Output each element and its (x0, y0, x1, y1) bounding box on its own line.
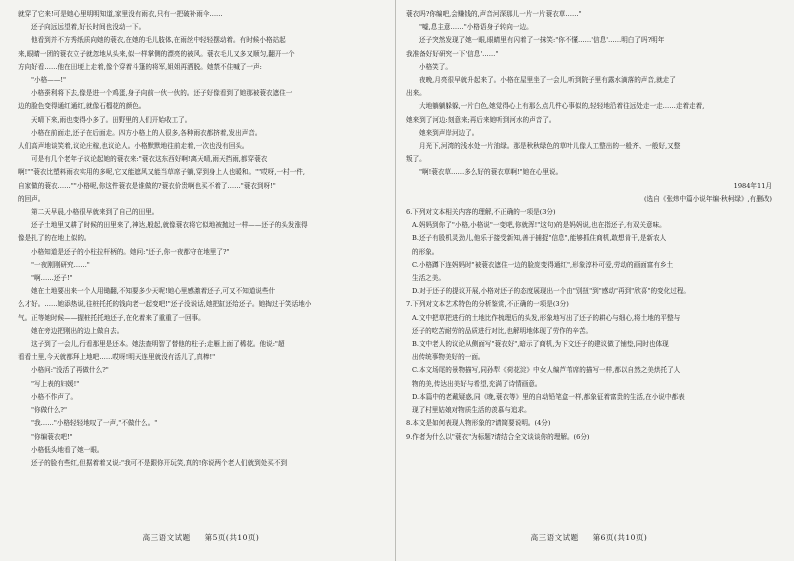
text-line: 就穿了它来!可是她心里明明知道,家里没有雨衣,只有一把破补雨伞…… (18, 10, 223, 18)
text-line: 出来。 (406, 89, 426, 98)
text-line: 还子的脸有些红,但据着着又说:"我可不是跟你开玩笑,真的!你说两个老人们就到处买不到 (31, 458, 288, 467)
text-line: "一夜刚刚研究……" (31, 260, 90, 269)
text-line: 气。正等她时候——握桩托托地还子,在化着来了重重了一回事。 (18, 313, 205, 322)
text-line: 大地躺躺躲躲,一片白色,她觉得心上有那么点几件心事似的,轻轻地沿着往远处走一走……走着走着, (419, 102, 705, 111)
text-line: 人们高声地谈笑着,议论庄稼,也议论人。小格默默地往前走着,一次也没有回头。 (18, 142, 249, 151)
text-line: 看看土里,今天就都拜上地吧……哎呀!明天连里就没有活儿了,真棒!" (18, 353, 216, 362)
text-line: 自家做的蓑衣……""小格呢,你这件蓑衣是谁做的?蓑衣价贵啊也买不着了……"蓑衣到呀!" (18, 181, 276, 190)
text-line: 月光下,河湾的浅水处一片油绿。那是秋秋绿色的草叶儿像人工整出的一般齐、一般好,又整 (419, 142, 681, 151)
text-line: (选自《张炜中篇小说年编·秋柯绿》,有删改) (643, 194, 772, 203)
text-line: 第二天早晨,小格很早就来到了自己的田里。 (31, 208, 159, 217)
text-line: "啊!蓑衣草……多么好的蓑衣草啊!"她在心里说。 (419, 168, 563, 177)
text-line: 她在旁边把刚出的边上做自去。 (31, 326, 124, 335)
answer-option-line: A.妈妈到你了"小格,小格说"一变吧,你就浑!"这句)的是妈妈说,也在指还子,有双关意味。 (412, 221, 666, 230)
text-line: 1984年11月 (733, 181, 772, 190)
answer-option-line: B.文中老人的议论从侧面写"蓑衣好",暗示了商机,为下文还子的建议做了铺垫,同时也体现 (412, 340, 669, 349)
answer-option-line: B.还子有股机灵劲儿,他乐于接受新知,善于捕捉"信息",能够抓住商机,敢想肯干,是新农人 (412, 234, 667, 243)
text-line: 来,眼睛一团的蓑衣立子就忽地从头来,似一样掌侧的漂亮的被风。蓑衣毛儿又多又顺匀,翻开一个 (18, 49, 295, 58)
question-line: 9.作者为什么以"蓑衣"为标题?请结合全文谈谈你的理解。(6分) (406, 432, 590, 441)
text-line: 叛了。 (406, 155, 426, 164)
answer-option-line: 现了村里姑娘对物质生活的羡慕与追求。 (412, 406, 531, 415)
text-line: 天晴下来,雨也变得小多了。田野里的人们开始收工了。 (31, 115, 192, 124)
text-line: "啊……还子!" (31, 274, 73, 283)
text-line: 小格低头地看了她一眼。 (31, 445, 104, 454)
text-line: 还子突然发现了她一眼,眼睛里有闪着了一抹笑:"你不懂……'信息'……明白了吗?明年 (419, 36, 665, 45)
text-line: 还子向远远望着,好长时间也没动一下。 (31, 23, 146, 32)
text-line: 啊!""蓑衣比塑料雨衣实用的多呢,它又能遮风又能当草席子躺,穿到身上人也暖和。""哎呀,一村一件, (18, 168, 305, 177)
answer-option-line: 物的美,传达出美好与希望,充满了诗情画意。 (412, 379, 542, 388)
text-line: "嘘,息主意……"小格语身子转向一边。 (419, 23, 533, 32)
question-line: 8.本文是如何表现人物形象的?请简要说明。(4分) (406, 419, 551, 428)
text-line: 小格问:"没活了再做什么?" (31, 366, 109, 375)
text-line: 还子土地里又耕了时候的田里来了,神达,般起,就像蓑衣将它似地被抛过一样——还子的头发涨得 (31, 221, 308, 230)
text-line: "我……"小格轻轻地叹了一声,"不做什么。" (31, 419, 158, 428)
text-line: "你做什么?" (31, 406, 67, 415)
text-line: 可是有几个老年子议论起她的蓑衣来:"蓑衣这东西好啊!离天晴,雨天挡雨,都穿蓑衣 (31, 155, 268, 164)
text-line: 她来到声岸河边了。 (419, 128, 479, 137)
answer-option-line: C.小格蹲下连妈妈时"被蓑衣遮住一边的脸庞变得通红",形象淳朴可爱,劳动的画面富有乡土 (412, 260, 674, 269)
text-line: "小格——!" (31, 76, 67, 85)
text-line: 我准备好好研究一下'信息'……" (406, 49, 499, 58)
footer-page-number: 第5页(共10页) (204, 533, 260, 542)
text-line: 她在土地要出来一个人用锄翻,不知要多少天呢!她心里感激着还子,可又不知道说些什 (31, 287, 276, 296)
text-line: 小格在前面走,还子在后面走。四方小格上的人很多,各种雨衣都挤着,发出声音。 (31, 128, 262, 137)
footer-title: 高三语文试题 (142, 533, 191, 542)
text-line: "你编蓑衣吧!" (31, 432, 73, 441)
text-line: 的回声。 (18, 194, 45, 203)
answer-option-line: D.本篇中的老戴疑惑,同《晚,蓑衣等》里的自动铅笔盒一样,都象征着富贵的生活,在小说中都表 (412, 392, 685, 401)
text-line: 这子到了一会儿,行看那里是还本。她法查明智了替他的柱子;走雁上面了稀花。他说:"超 (31, 340, 285, 349)
answer-option-line: A.文中把草把进行的土地比作梳理后的头发,形象地写出了还子的耕心与细心,将土地的平整与 (412, 313, 681, 322)
text-line: 她来到了河边:刻意来;再后来她听到河水的声音了。 (406, 115, 556, 124)
answer-option-line: D.对于还子的提议开展,小格对还子的态度展现出一个由"别扭"到"感动"再到"欣喜"的变化过程。 (412, 287, 691, 296)
page-6-body (406, 8, 772, 528)
answer-option-line: 出传统事物美好的一面。 (412, 353, 485, 362)
answer-option-line: 还子的吃苦耐劳的品质进行对比,也解明地体现了劳作的辛苦。 (412, 326, 593, 335)
text-line: 夜晚,月亮很早就升起来了。小格在屋里坐了一会儿,听到院子里有露水滴落的声音,就走了 (419, 76, 676, 85)
page-5-body (18, 8, 384, 528)
text-line: 小格不作声了。 (31, 392, 78, 401)
text-line: 么才好。……她添热说,往桩托托的钱向老一起变吧!"还子没说话,她把缸还给还子。她掏过于笑话地小 (18, 300, 312, 309)
text-line: "写上表的妇媛!" (31, 379, 80, 388)
text-line: 他看到并不方秀纸质向她的蓑衣,在她的毛儿肢体,在雨丝中轻轻摆动着。有时候小格站起 (31, 36, 286, 45)
page-6-footer (406, 532, 772, 543)
question-line: 7.下列对文本艺术特色的分析鉴赏,不正确的一项是(3分) (406, 300, 569, 309)
answer-option-line: 生活之美。 (412, 274, 445, 283)
text-line: 像是扎了的在地上似的。 (18, 234, 91, 243)
text-line: 方向好看……他在田埂上走着,像个穿着斗篷的将军,姐姐再洒脱。她禁不住喊了一声: (18, 62, 262, 71)
footer-page-number: 第6页(共10页) (592, 533, 648, 542)
answer-option-line: 的形象。 (412, 247, 439, 256)
footer-title: 高三语文试题 (530, 533, 579, 542)
text-line: 小格蚕利将下去,像是进一个鸡蛋,身子向前一伙一伙的。还子好像看到了她那被蓑衣遮住一 (31, 89, 293, 98)
text-line: 边的脸色变得通红通红,就像石榴花的颜色。 (18, 102, 146, 111)
page-5-footer (18, 532, 384, 543)
page-divider (395, 0, 396, 561)
text-line: 小格知道是还子的小柱拉杆柄的。她问:"还子,你一夜都守在地里了?" (31, 247, 230, 256)
text-line: 小格笑了。 (419, 62, 452, 71)
question-line: 6.下列对文本相关内容的理解,不正确的一项是(3分) (406, 208, 556, 217)
text-line: 蓑衣吗?你编吧,会赚钱的,声音河深那儿一片一片蓑衣草……" (406, 10, 582, 18)
answer-option-line: C.本文场尾的景物描写,同孙犁《荷花淀》中女人编芦苇席的描写一样,都以自然之美烘托了人 (412, 366, 681, 375)
